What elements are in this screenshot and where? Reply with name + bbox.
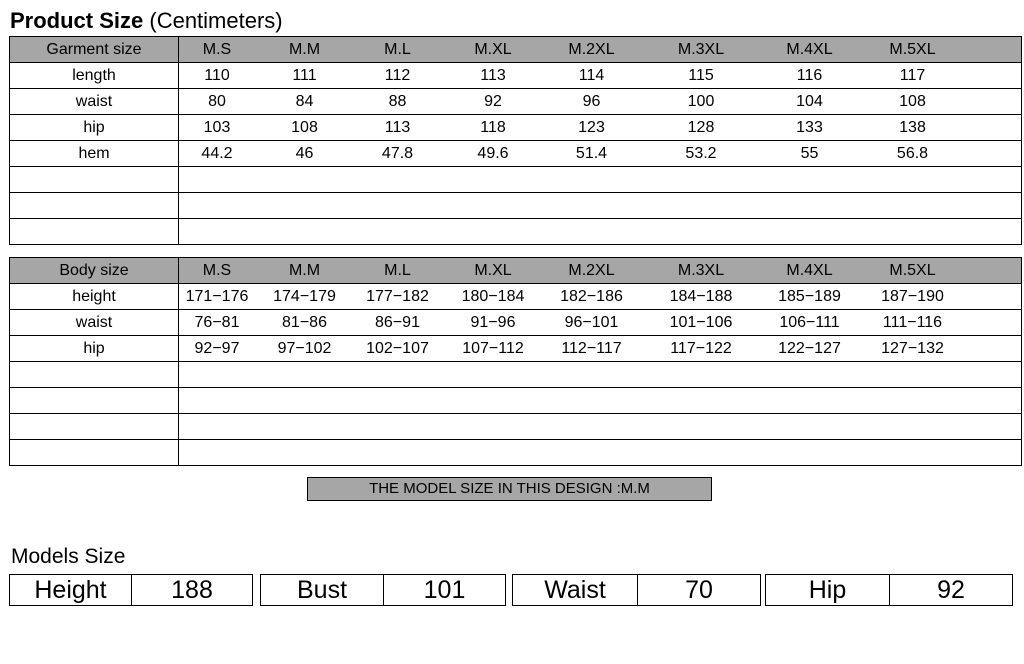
body-header-label: Body size — [10, 258, 179, 284]
table-cell: 81−86 — [282, 313, 327, 331]
table-cell: 108 — [291, 118, 318, 136]
table-cell: 92−97 — [194, 339, 240, 357]
body-row-label: height — [10, 284, 179, 310]
table-cell: 112 — [384, 66, 411, 84]
page-title-main: Product Size — [10, 8, 144, 33]
table-cell: 100 — [687, 92, 715, 110]
table-cell: 53.2 — [685, 144, 717, 162]
table-cell: 96 — [582, 92, 601, 110]
garment-size-table — [9, 36, 1022, 245]
model-size-note: THE MODEL SIZE IN THIS DESIGN :M.M — [307, 477, 712, 501]
table-cell: 115 — [688, 66, 714, 84]
model-height-label: Height — [9, 574, 132, 606]
table-row — [10, 336, 1022, 362]
garment-row-label: hip — [10, 115, 179, 141]
table-cell: 171−176 — [185, 287, 249, 305]
model-height-value: 188 — [132, 574, 253, 606]
garment-header-label: Garment size — [10, 37, 179, 63]
table-cell: 112−117 — [561, 339, 622, 357]
table-row — [10, 141, 1022, 167]
table-cell: 111−116 — [882, 313, 943, 331]
table-cell: 84 — [295, 92, 314, 110]
table-cell: 80 — [208, 92, 226, 110]
table-cell: 102−107 — [366, 339, 429, 357]
table-cell: 76−81 — [194, 313, 240, 331]
table-cell: 103 — [203, 118, 231, 136]
model-hip-group — [765, 574, 1013, 606]
body-size-table — [9, 257, 1022, 466]
size-header-cell: M.5XL — [889, 261, 936, 279]
table-cell: 51.4 — [575, 144, 608, 162]
size-header-cell: M.4XL — [786, 261, 833, 279]
size-header-cell: M.4XL — [786, 40, 833, 58]
table-cell: 180−184 — [461, 287, 525, 305]
table-row — [10, 284, 1022, 310]
table-cell: 123 — [578, 118, 605, 136]
table-cell: 127−132 — [881, 339, 944, 357]
table-cell: 110 — [204, 66, 230, 84]
garment-row-label: length — [10, 63, 179, 89]
size-header-cell: M.XL — [474, 261, 512, 279]
size-header-cell: M.L — [384, 40, 411, 58]
table-cell: 56.8 — [896, 144, 929, 162]
size-header-cell: M.2XL — [568, 40, 615, 58]
model-waist-group — [512, 574, 761, 606]
page-title-unit: (Centimeters) — [149, 8, 283, 33]
table-cell: 128 — [687, 118, 715, 136]
table-cell: 108 — [899, 92, 926, 110]
table-cell: 49.6 — [477, 144, 509, 162]
table-cell: 118 — [480, 118, 506, 136]
table-cell: 47.8 — [381, 144, 414, 162]
size-header-cell: M.L — [384, 261, 411, 279]
model-height-group — [9, 574, 253, 606]
table-cell: 116 — [796, 66, 823, 84]
table-cell: 117−122 — [670, 339, 732, 357]
table-cell: 91−96 — [470, 313, 516, 331]
table-cell: 107−112 — [462, 339, 524, 357]
empty-row — [10, 362, 1022, 388]
empty-row — [10, 440, 1022, 466]
model-waist-label: Waist — [512, 574, 638, 606]
size-header-cell: M.M — [288, 261, 321, 279]
table-cell: 101−106 — [669, 313, 733, 331]
size-header-cell: M.5XL — [889, 40, 936, 58]
page-title — [10, 8, 283, 34]
empty-row — [10, 219, 1022, 245]
table-cell: 117 — [899, 66, 926, 84]
table-cell: 114 — [578, 66, 605, 84]
table-row — [10, 310, 1022, 336]
table-cell: 113 — [480, 66, 506, 84]
size-header-cell: M.3XL — [677, 261, 725, 279]
size-header-cell: M.M — [288, 40, 321, 58]
table-cell: 96−101 — [564, 313, 619, 331]
body-row-label: hip — [10, 336, 179, 362]
size-header-cell: M.3XL — [677, 40, 725, 58]
model-bust-group — [260, 574, 506, 606]
size-header-cell: M.XL — [474, 40, 512, 58]
garment-row-label: waist — [10, 89, 179, 115]
body-header-row — [10, 258, 1022, 284]
body-header-sizes — [179, 258, 1022, 284]
model-hip-label: Hip — [765, 574, 890, 606]
table-cell: 133 — [796, 118, 823, 136]
model-bust-label: Bust — [260, 574, 384, 606]
table-row — [10, 63, 1022, 89]
table-cell: 174−179 — [273, 287, 336, 305]
table-cell: 92 — [484, 92, 502, 110]
body-row-label: waist — [10, 310, 179, 336]
garment-row-label: hem — [10, 141, 179, 167]
table-row — [10, 115, 1022, 141]
table-cell: 113 — [384, 118, 411, 136]
model-hip-value: 92 — [890, 574, 1013, 606]
empty-row — [10, 414, 1022, 440]
table-cell: 111 — [292, 66, 317, 84]
table-cell: 104 — [796, 92, 823, 110]
table-cell: 97−102 — [277, 339, 332, 357]
size-header-cell: M.S — [202, 261, 232, 279]
empty-row — [10, 167, 1022, 193]
size-header-cell: M.2XL — [568, 261, 615, 279]
table-cell: 177−182 — [366, 287, 429, 305]
table-cell: 184−188 — [669, 287, 733, 305]
table-row — [10, 89, 1022, 115]
table-cell: 138 — [899, 118, 926, 136]
model-waist-value: 70 — [638, 574, 761, 606]
models-size-title: Models Size — [11, 545, 126, 568]
empty-row — [10, 388, 1022, 414]
table-cell: 88 — [388, 92, 407, 110]
model-bust-value: 101 — [384, 574, 506, 606]
table-cell: 122−127 — [778, 339, 841, 357]
table-cell: 46 — [295, 144, 314, 162]
table-cell: 185−189 — [778, 287, 841, 305]
table-cell: 106−111 — [779, 313, 840, 331]
table-cell: 44.2 — [201, 144, 233, 162]
garment-header-sizes — [179, 37, 1022, 63]
garment-header-row — [10, 37, 1022, 63]
size-header-cell: M.S — [202, 40, 232, 58]
empty-row — [10, 193, 1022, 219]
table-cell: 86−91 — [375, 313, 420, 331]
table-cell: 187−190 — [881, 287, 944, 305]
table-cell: 182−186 — [560, 287, 623, 305]
table-cell: 55 — [800, 144, 819, 162]
